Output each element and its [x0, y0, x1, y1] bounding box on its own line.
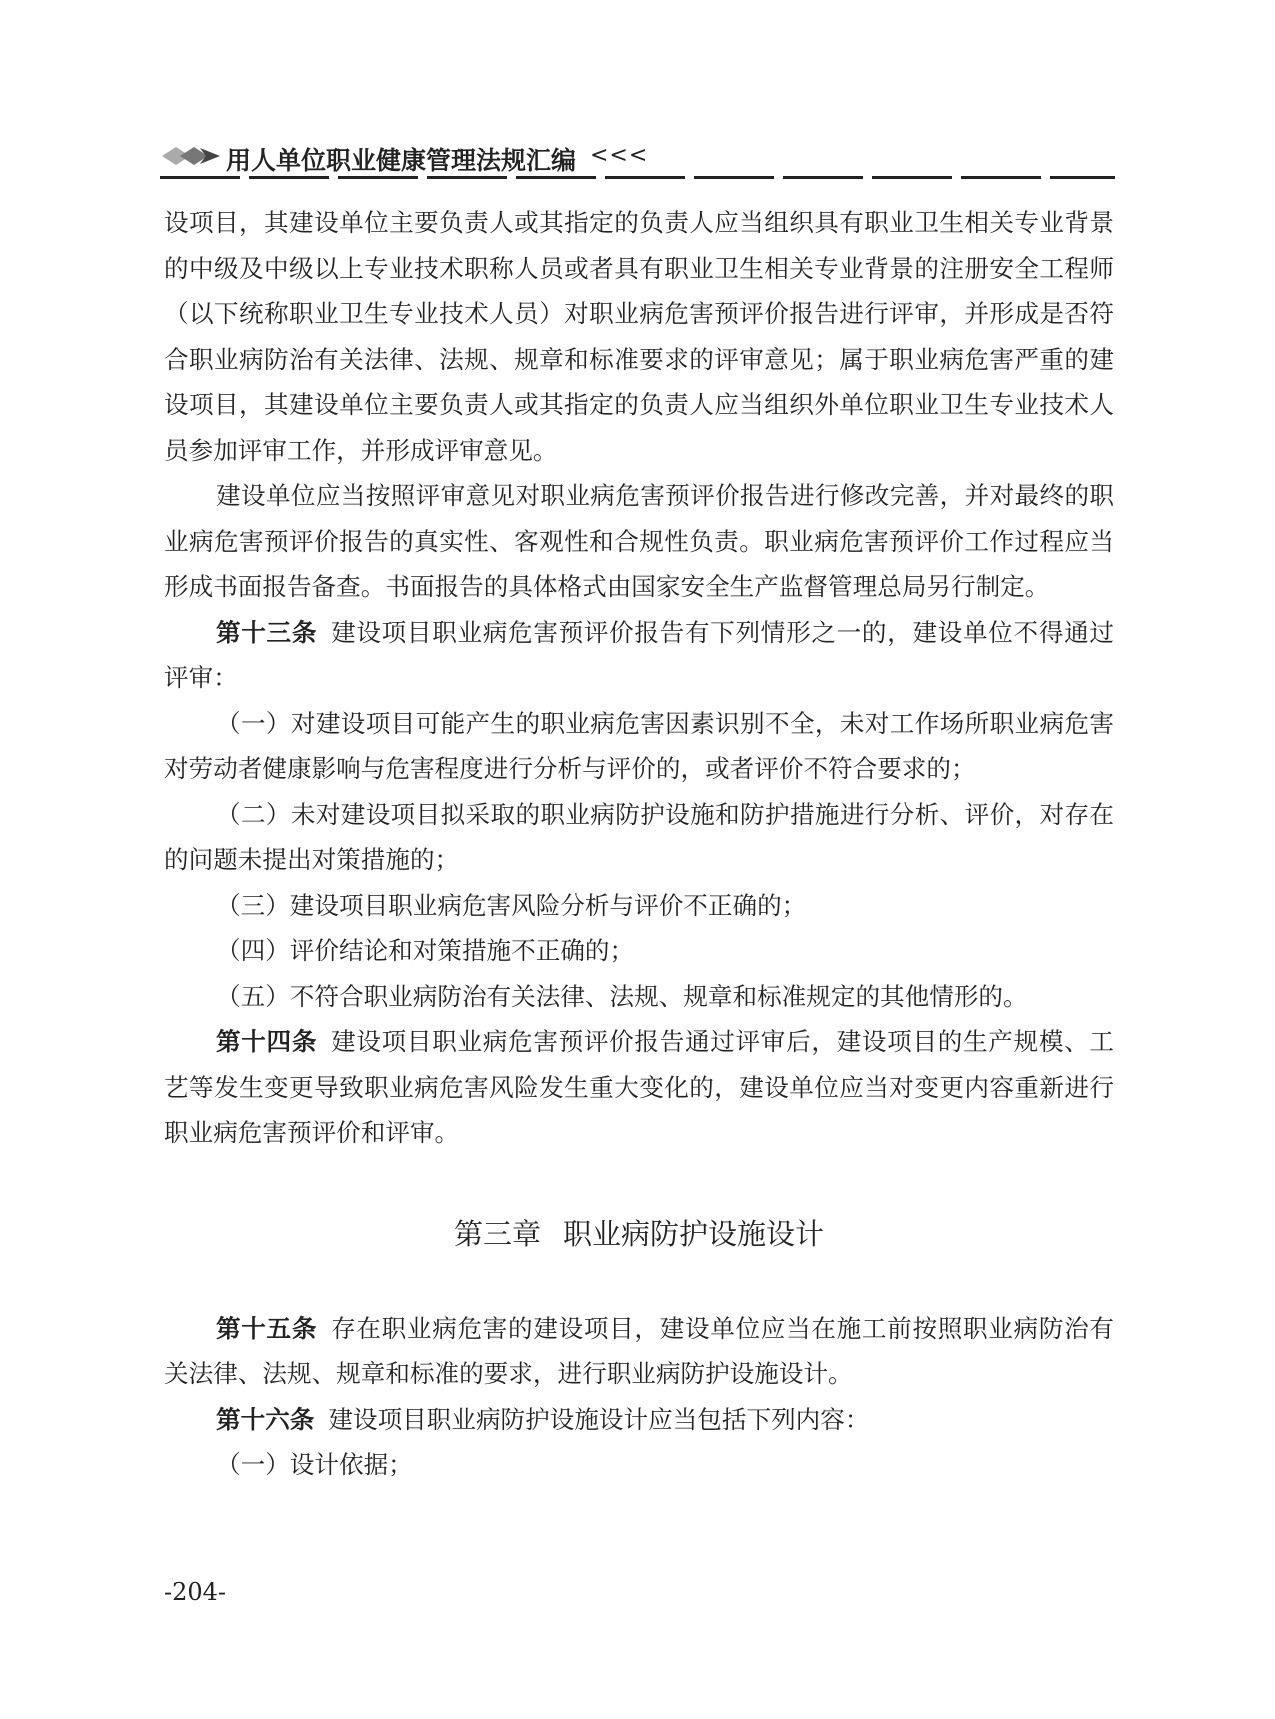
page-number: -204- — [164, 1578, 227, 1606]
list-item: （五）不符合职业病防治有关法律、法规、规章和标准规定的其他情形的。 — [216, 981, 1028, 1011]
list-item: （一）对建设项目可能产生的职业病危害因素识别不全，未对工作场所职业病危害对劳动者健康影响与危害程度进行分析与评价的，或者评价不符合要求的； — [164, 708, 1114, 783]
header-arrows: <<< — [590, 143, 649, 168]
list-item: （三）建设项目职业病危害风险分析与评价不正确的； — [216, 890, 807, 920]
article-paragraph: 第十三条 建设项目职业病危害预评价报告有下列情形之一的，建设单位不得通过评审： — [164, 617, 1114, 692]
article-paragraph: 第十六条 建设项目职业病防护设施设计应当包括下列内容： — [216, 1404, 870, 1434]
article-number: 第十四条 — [216, 1027, 318, 1056]
header-rule — [160, 176, 1115, 179]
chapter-heading — [164, 1214, 1114, 1254]
chapter-title: 职业病防护设施设计 — [563, 1216, 825, 1251]
article-paragraph: 第十四条 建设项目职业病危害预评价报告通过评审后，建设项目的生产规模、工艺等发生变更导致职业病危害风险发生重大变化的，建设单位应当对变更内容重新进行职业病危害预评价和评审。 — [164, 1027, 1114, 1147]
double-diamond-arrow-icon — [160, 144, 228, 168]
article-paragraph: 第十五条 存在职业病危害的建设项目，建设单位应当在施工前按照职业病防治有关法律、法规、规章和标准的要求，进行职业病防护设施设计。 — [164, 1313, 1114, 1388]
article-number: 第十五条 — [216, 1313, 318, 1343]
paragraph: 建设单位应当按照评审意见对职业病危害预评价报告进行修改完善，并对最终的职业病危害预评价报告的真实性、客观性和合规性负责。职业病危害预评价工作过程应当形成书面报告备查。书面报告的具体格式由国家安全生产监督管理总局另行制定。 — [164, 481, 1114, 601]
list-item: （二）未对建设项目拟采取的职业病防护设施和防护措施进行分析、评价，对存在的问题未提出对策措施的； — [164, 799, 1114, 874]
running-header — [160, 140, 1115, 180]
article-number: 第十三条 — [216, 617, 318, 647]
list-item: （一）设计依据； — [216, 1450, 413, 1479]
paragraph: 设项目，其建设单位主要负责人或其指定的负责人应当组织具有职业卫生相关专业背景的中级及中级以上专业技术职称人员或者具有职业卫生相关专业背景的注册安全工程师（以下统称职业卫生专业技术人员）对职业病危害预评价报告进行评审，并形成是否符合职业病防治有关法律、法规、规章和标准要求的评审意见；属于职业病危害严重的建设项目，其建设单位主要负责人或其指定的负责人应当组织外单位职业卫生专业技术人员参加评审工作，并形成评审意见。 — [164, 208, 1114, 465]
list-item: （四）评价结论和对策措施不正确的； — [216, 936, 635, 965]
book-title: 用人单位职业健康管理法规汇编 — [226, 146, 577, 175]
article-number: 第十六条 — [216, 1404, 315, 1434]
chapter-number: 第三章 — [453, 1216, 541, 1251]
page-body — [164, 200, 1114, 1488]
